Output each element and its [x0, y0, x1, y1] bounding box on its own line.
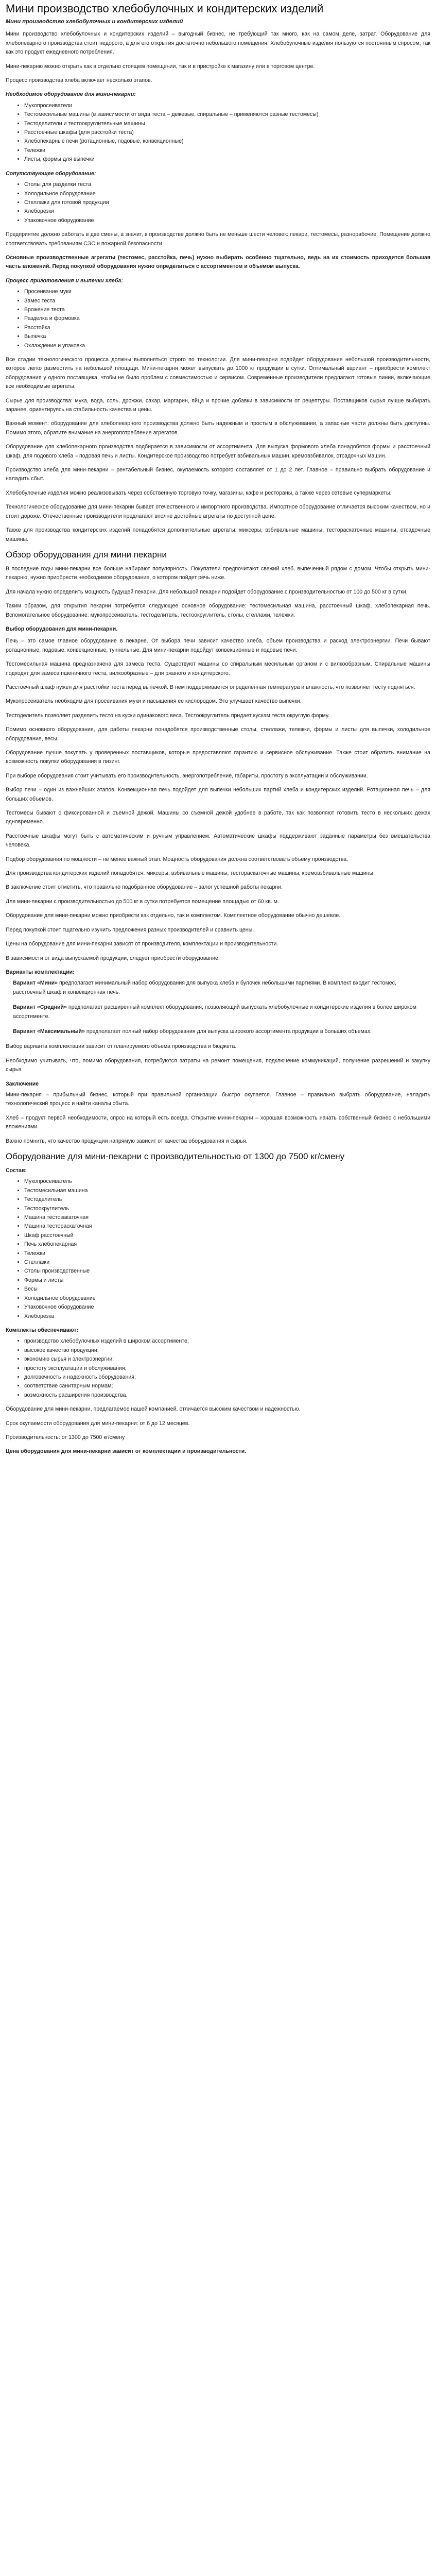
paragraph-bold: Цена оборудования для мини-пекарни зависит от комплектации и производительности.: [6, 1448, 247, 1455]
intro-paragraph-1: Мини производство хлебобулочных и кондитерских изделий – выгодный бизнес, не требующий так много, как на самом деле, затрат. Оборудование для хлебопекарного производства стоит недорого, а для его открытия достаточно небольшого помещения. Хлебобулочные изделия пользуются постоянным спросом, так как это продукт ежедневного потребления.: [6, 31, 430, 56]
list-item: • Столы производственные: [24, 1267, 430, 1276]
paragraph: Мини-пекарня – прибыльный бизнес, который при правильной организации быстро окупается. Главное – правильно выбрать оборудование, наладить технологический процесс и найти каналы сбыта.: [6, 1091, 430, 1107]
paragraph: Для мини-пекарни с производительностью до 500 кг в сутки потребуется помещение площадью от 60 кв. м.: [6, 898, 279, 905]
list-item: • Упаковочное оборудование: [24, 216, 430, 225]
paragraph: Перед покупкой стоит тщательно изучить предложения разных производителей и сравнить цены.: [6, 926, 254, 933]
process-block-title: Процесс приготовления и выпечки хлеба:: [6, 277, 123, 284]
paragraph: Также для производства кондитерских изделий понадобятся дополнительные агрегаты: миксеры, взбивальные машины, тестораскаточные машины, отсадочные машины.: [6, 527, 430, 543]
auxiliary-block-title: Сопутствующее оборудование:: [6, 170, 96, 177]
page-subtitle: Мини производство хлебобулочных и кондитерских изделий: [6, 19, 183, 25]
intro-paragraph-2: Мини-пекарню можно открыть как в отдельно стоящем помещении, так и в пристройке к магазину или в торговом центре.: [6, 63, 315, 70]
variant-name: Вариант «Мини»: [13, 980, 58, 987]
list-item: • Стеллажи для готовой продукции: [24, 198, 430, 207]
paragraph: Производство хлеба для мини-пекарни – рентабельный бизнес, окупаемость которого составляет от 1 до 2 лет. Главное – правильно выбрать оборудование и наладить сбыт.: [6, 467, 430, 482]
paragraph: Срок окупаемости оборудования для мини-пекарни: от 6 до 12 месяцев.: [6, 1420, 190, 1427]
list-item: • соответствие санитарным нормам;: [24, 1382, 430, 1391]
paragraph: Помимо основного оборудования, для работы пекарни понадобятся производственные столы, стеллажи, тележки, формы и листы для выпечки, холодильное оборудование, весы.: [6, 726, 430, 742]
process-list: [6, 287, 430, 350]
paragraph: Сырье для производства: мука, вода, соль, дрожжи, сахар, маргарин, яйца и прочие добавки в зависимости от рецептуры. Поставщиков сырья лучше выбирать заранее, ориентируясь на стабильность качества и цены.: [6, 397, 430, 413]
intro-paragraph-3: Процесс производства хлеба включает несколько этапов.: [6, 77, 152, 84]
caption-bold: Выбор оборудования для мини-пекарни.: [6, 625, 118, 632]
list-item: • Тележки: [24, 146, 430, 155]
paragraph: Хлеб – продукт первой необходимости, спрос на который есть всегда. Открытие мини-пекарни – хорошая возможность начать собственный бизнес с небольшими вложениями.: [6, 1114, 430, 1130]
variant-text: предполагает минимальный набор оборудования для выпуска хлеба и булочек небольшими партиями. В комплект входит тестомес, расстоечный шкаф и конвекционная печь.: [13, 980, 396, 995]
list-item: • Мукопросеиватели: [24, 101, 430, 110]
paragraph: В последние годы мини-пекарни все больше набирают популярность. Покупатели предпочитают свежий хлеб, выпеченный рядом с домом. Чтобы открыть мини-пекарню, нужно приобрести необходимое оборудование, о котором пойдет речь ниже.: [6, 565, 430, 581]
variant-item: [13, 979, 430, 997]
list-item: • простоту эксплуатации и обслуживания;: [24, 1364, 430, 1373]
list-item: • экономию сырья и электроэнергии;: [24, 1355, 430, 1364]
paragraph: Необходимо учитывать, что, помимо оборудования, потребуются затраты на ремонт помещения, подключение коммуникаций, получение разрешений и закупку сырья.: [6, 1057, 430, 1073]
list-item: • Холодильное оборудование: [24, 190, 430, 198]
paragraph: Тестомесильная машина предназначена для замеса теста. Существуют машины со спиральным месильным органом и с вилкообразным. Спиральные машины подходят для замеса пшеничного теста, вилкообразные – для ржаного и кондитерского.: [6, 661, 430, 676]
list-item: • Хлеборезки: [24, 207, 430, 216]
paragraph: Важно помнить, что качество продукции напрямую зависит от качества оборудования и сырья.: [6, 1138, 248, 1144]
list-item: • высокое качество продукции;: [24, 1346, 430, 1355]
list-item: • Разделка и формовка: [24, 314, 430, 323]
paragraph: Все стадии технологического процесса должны выполняться строго по технологии. Для мини-пекарни подойдет оборудование небольшой производительности, которое легко разместить на небольшой площади. Мини-пекарня может выпускать до 1000 кг продукции в сутки. Оптимальный вариант – приобрести комплект оборудования у одного поставщика, чтобы не было проблем с совместимостью и сервисом. Современные производители предлагают готовые линии, включающие все необходимые агрегаты.: [6, 357, 430, 390]
paragraph: Расстоечные шкафы могут быть с автоматическим и ручным управлением. Автоматические шкафы поддерживают заданные параметры без вмешательства человека.: [6, 833, 430, 849]
paragraph: Расстоечный шкаф нужен для расстойки теста перед выпечкой. В нем поддерживается определенная температура и влажность, что позволяет тесту подняться.: [6, 684, 415, 690]
paragraph: В заключение стоит отметить, что правильно подобранное оборудование – залог успешной работы пекарни.: [6, 884, 283, 891]
equipment-block-title: Необходимое оборудование для мини-пекарни:: [6, 91, 136, 98]
list-item: • Расстойка: [24, 324, 430, 332]
paragraph: Предприятие должно работать в две смены, а значит, в производстве должно быть не меньше шести человек: пекари, тестомесы, разнорабочие. Помещение должно соответствовать требованиям СЭС и пожарной безопасности.: [6, 231, 430, 247]
list-item: • Охлаждение и упаковка: [24, 342, 430, 350]
paragraph: При выборе оборудования стоит учитывать его производительность, энергопотребление, габариты, простоту в эксплуатации и обслуживании.: [6, 772, 368, 779]
page-title: Мини производство хлебобулочных и кондитерских изделий: [6, 2, 324, 15]
paragraph: Оборудование для хлебопекарного производства подбирается в зависимости от ассортимента. Для выпуска формового хлеба понадобятся формы и расстоечный шкаф, для подового хлеба – подовая печь и листы. Кондитерское производство потребует взбивальных машин, кремовзбивалок, отсадочных машин.: [6, 444, 430, 459]
paragraph: Важный момент: оборудование для хлебопекарного производства должно быть надежным и простым в обслуживании, а запасные части должны быть доступны. Помимо этого, обратите внимание на энергопотребление агрегатов.: [6, 420, 430, 436]
list-item: • долговечность и надежность оборудования;: [24, 1373, 430, 1382]
variant-text: предполагает расширенный комплект оборудования, позволяющий выпускать хлебобулочные и кондитерские изделия в более широком ассортименте.: [13, 1004, 416, 1020]
list-item: • Хлеборезка: [24, 1312, 430, 1321]
variant-item: [13, 1027, 430, 1036]
complects-list: [6, 1337, 430, 1400]
paragraph: Тестоделитель позволяет разделить тесто на куски одинакового веса. Тестоокруглитель придает кускам теста округлую форму.: [6, 712, 330, 719]
list-item: • Холодильное оборудование: [24, 1294, 430, 1303]
list-item: • Выпечка: [24, 332, 430, 341]
list-item: • Мукопросеиватель: [24, 1177, 430, 1186]
paragraph: Хлебобулочные изделия можно реализовывать через собственную торговую точку, магазины, кафе и рестораны, а также через сетевые супермаркеты.: [6, 489, 392, 496]
list-item: • Столы для разделки теста: [24, 180, 430, 189]
list-item: • Печь хлебопекарная: [24, 1240, 430, 1249]
paragraph: Оборудование для мини-пекарни, предлагаемое нашей компанией, отличается высоким качеством и надежностью.: [6, 1406, 301, 1413]
list-item: • Стеллажи: [24, 1258, 430, 1267]
paragraph: Цены на оборудование для мини-пекарни зависят от производителя, комплектации и производительности.: [6, 941, 278, 947]
paragraph: Выбор печи – один из важнейших этапов. Конвекционная печь подойдет для выпечки небольших партий хлеба и кондитерских изделий. Ротационная печь – для больших объемов.: [6, 787, 430, 802]
paragraph: Оборудование лучше покупать у проверенных поставщиков, которые предоставляют гарантию и сервисное обслуживание. Также стоит обратить внимание на возможность покупки оборудования в лизинг.: [6, 750, 430, 765]
list-item: • Замес теста: [24, 297, 430, 306]
list-item: • Расстоечные шкафы (для расстойки теста): [24, 128, 430, 137]
paragraph: Печь – это самое главное оборудование в пекарне. От выбора печи зависит качество хлеба, объем производства и расход электроэнергии. Печи бывают ротационные, подовые, конвекционные, туннельные. Для мини-пекарни подойдут конвекционные и подовые печи.: [6, 638, 430, 653]
paragraph-bold: Основные производственные агрегаты (тестомес, расстойка, печь) нужно выбирать особенно тщательно, ведь на их стоимость приходится большая часть вложений. Перед покупкой оборудования нужно определиться с ассортиментом и объемом выпуска.: [6, 254, 430, 270]
section-heading: Обзор оборудования для мини пекарни: [6, 549, 167, 560]
paragraph: В зависимости от вида выпускаемой продукции, следует приобрести оборудование:: [6, 955, 220, 961]
variant-text: предполагает полный набор оборудования для выпуска широкого ассортимента продукции в больших объемах.: [86, 1028, 372, 1035]
paragraph: Тестомесы бывают с фиксированной и съемной дежой. Машины со съемной дежой удобнее в работе, так как позволяют готовить тесто в нескольких дежах одновременно.: [6, 810, 430, 825]
list-item: • Тележки: [24, 1249, 430, 1258]
list-item: • Хлебопекарные печи (ротационные, подовые, конвекционные): [24, 137, 430, 146]
paragraph: Мукопросеиватель необходим для просеивания муки и насыщения ее кислородом. Это улучшает качество выпечки.: [6, 698, 302, 705]
auxiliary-list: [6, 180, 430, 225]
paragraph: Таким образом, для открытия пекарни потребуется следующее основное оборудование: тестомесильная машина, расстоечный шкаф, хлебопекарная печь. Вспомогательное оборудование: мукопросеиватель, тестоделитель, тестоокруглитель, столы, стеллажи, тележки.: [6, 603, 430, 618]
paragraph: Для производства кондитерских изделий понадобятся: миксеры, взбивальные машины, тестораскаточные машины, кремовзбивальные машины.: [6, 870, 375, 877]
list-item: • производство хлебобулочных изделий в широком ассортименте;: [24, 1337, 430, 1346]
complects-title: Комплекты обеспечивают:: [6, 1327, 79, 1333]
composition-title: Состав:: [6, 1167, 27, 1174]
paragraph: Производительность: от 1300 до 7500 кг/смену: [6, 1434, 125, 1440]
variants-list: [6, 979, 430, 1036]
list-item: • Упаковочное оборудование: [24, 1303, 430, 1312]
list-item: • Тестоделитель: [24, 1195, 430, 1204]
paragraph: Подбор оборудования по мощности – не менее важный этап. Мощность оборудования должна соответствовать объему производства.: [6, 856, 348, 862]
list-item: • Тестоделители и тестоокруглительные машины: [24, 120, 430, 128]
list-item: • возможность расширения производства.: [24, 1391, 430, 1400]
list-item: • Весы: [24, 1285, 430, 1294]
list-item: • Шкаф расстоечный: [24, 1231, 430, 1240]
variant-item: [13, 1003, 430, 1021]
list-item: • Машина тестозакаточная: [24, 1213, 430, 1222]
variants-title: Варианты комплектации:: [6, 969, 75, 975]
equipment-list: [6, 101, 430, 164]
list-item: • Брожение теста: [24, 306, 430, 314]
paragraph: Выбор варианта комплектации зависит от планируемого объема производства и бюджета.: [6, 1043, 237, 1050]
list-item: • Формы и листы: [24, 1276, 430, 1285]
list-item: • Просеивание муки: [24, 287, 430, 296]
list-item: • Тестомесильная машина: [24, 1187, 430, 1195]
list-item: • Машина тестораскаточная: [24, 1222, 430, 1231]
list-item: • Тестомесильные машины (в зависимости от вида теста – дежевые, спиральные – применяются разные тестомесы): [24, 110, 430, 119]
paragraph: Оборудование для мини-пекарни можно приобрести как отдельно, так и комплектом. Комплектное оборудование обычно дешевле.: [6, 912, 341, 919]
conclusion-title: Заключение: [6, 1080, 39, 1087]
paragraph: Для начала нужно определить мощность будущей пекарни. Для небольшой пекарни подойдет оборудование с производительностью от 100 до 500 кг в сутки.: [6, 588, 408, 595]
variant-name: Вариант «Средний»: [13, 1004, 67, 1011]
equipment-offer-heading: Оборудование для мини-пекарни с производительностью от 1300 до 7500 кг/смену: [6, 1151, 345, 1161]
paragraph: Технологическое оборудование для мини-пекарни бывает отечественного и импортного производства. Импортное оборудование отличается высоким качеством, но и стоит дороже. Отечественные производители предлагают вполне достойные агрегаты по доступной цене.: [6, 504, 430, 519]
variant-name: Вариант «Максимальный»: [13, 1028, 85, 1035]
list-item: • Тестоокруглитель: [24, 1205, 430, 1213]
list-item: • Листы, формы для выпечки: [24, 155, 430, 164]
composition-list: [6, 1177, 430, 1321]
